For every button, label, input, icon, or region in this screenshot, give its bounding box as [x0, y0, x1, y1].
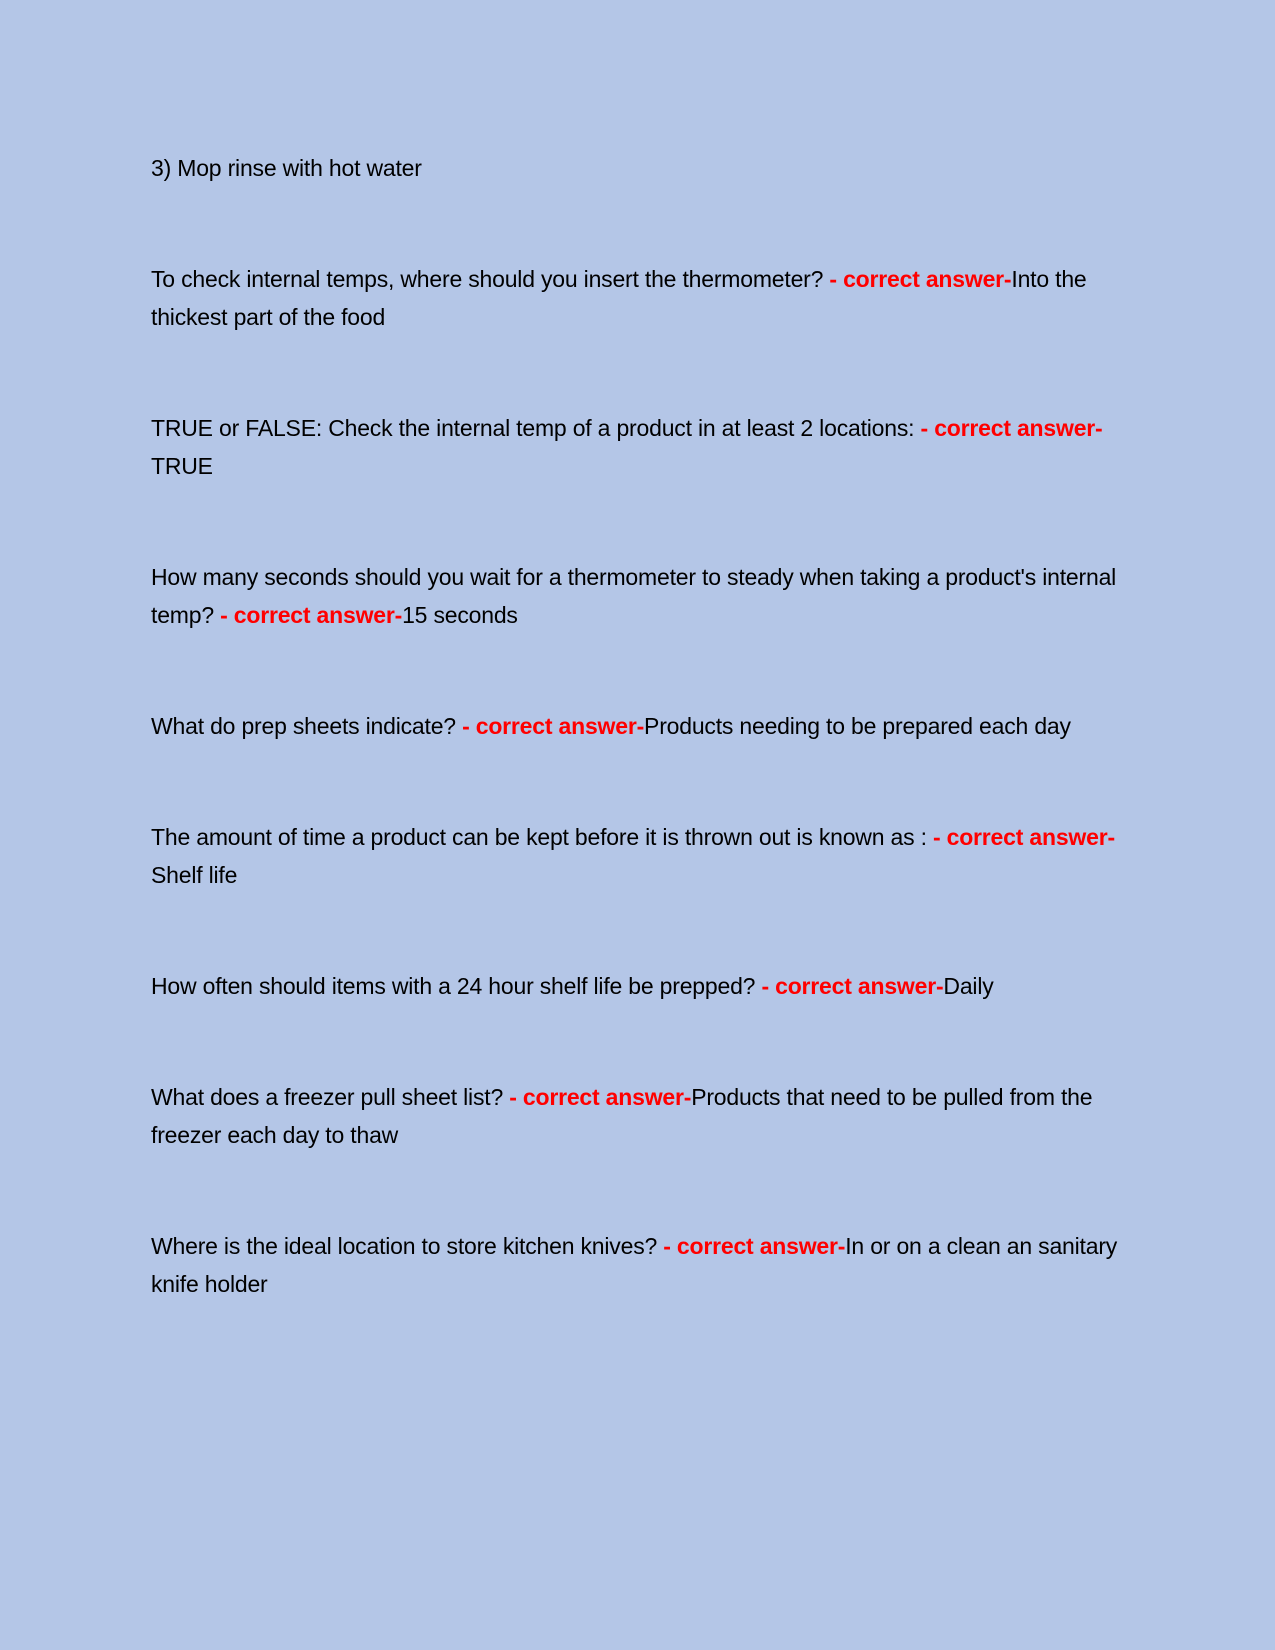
answer-label: - correct answer-	[761, 973, 944, 999]
answer: Products needing to be prepared each day	[644, 713, 1071, 739]
answer: 15 seconds	[402, 602, 518, 628]
answer: Products that need to be pulled from the freezer each day to thaw	[151, 1084, 1093, 1148]
question: The amount of time a product can be kept before it is thrown out is known as :	[151, 824, 933, 850]
qa-item	[151, 260, 1126, 336]
question: To check internal temps, where should you insert the thermometer?	[151, 266, 830, 292]
qa-item	[151, 707, 1126, 745]
qa-item	[151, 1078, 1126, 1154]
answer: Daily	[943, 973, 994, 999]
answer: Into the thickest part of the food	[151, 266, 1087, 330]
answer-label: - correct answer-	[509, 1084, 692, 1110]
answer: Shelf life	[151, 862, 238, 888]
answer-label: - correct answer-	[829, 266, 1012, 292]
qa-item	[151, 1227, 1126, 1303]
answer-label: - correct answer-	[663, 1233, 846, 1259]
answer-label: - correct answer-	[920, 415, 1103, 441]
intro-line: 3) Mop rinse with hot water	[151, 155, 422, 181]
question: What do prep sheets indicate?	[151, 713, 463, 739]
qa-item	[151, 818, 1126, 894]
answer-label: - correct answer-	[462, 713, 645, 739]
answer: In or on a clean an sanitary knife holder	[151, 1233, 1118, 1297]
qa-item	[151, 967, 1126, 1005]
answer-label: - correct answer-	[932, 824, 1115, 850]
question: TRUE or FALSE: Check the internal temp of a product in at least 2 locations:	[151, 415, 921, 441]
question: What does a freezer pull sheet list?	[151, 1084, 510, 1110]
answer-label: - correct answer-	[220, 602, 403, 628]
qa-item	[151, 409, 1126, 485]
question: How often should items with a 24 hour shelf life be prepped?	[151, 973, 762, 999]
question: Where is the ideal location to store kitchen knives?	[151, 1233, 664, 1259]
qa-item	[151, 558, 1126, 634]
answer: TRUE	[151, 453, 213, 479]
question: How many seconds should you wait for a thermometer to steady when taking a product's internal temp?	[151, 564, 1117, 628]
document-page	[151, 149, 1126, 1376]
